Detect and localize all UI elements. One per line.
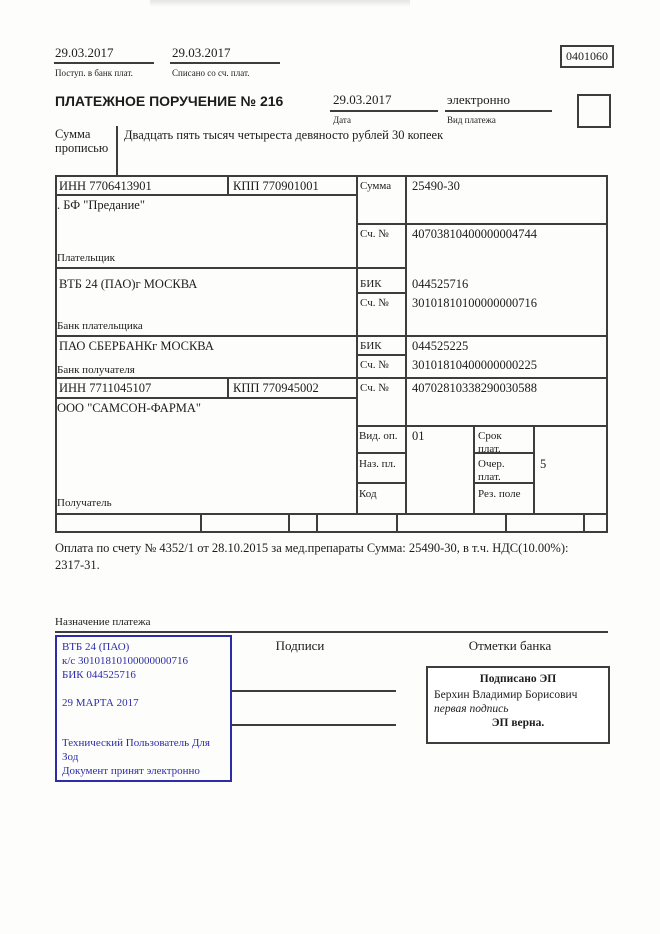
sum-value: 25490-30 [412,179,460,193]
bottom-row-divider-6 [583,513,585,531]
document-title: ПЛАТЕЖНОЕ ПОРУЧЕНИЕ № 216 [55,93,284,109]
table-top-border [55,175,608,177]
payment-kind-label: Вид платежа [447,115,496,125]
received-date-underline [54,62,154,64]
payment-kind-value: электронно [447,92,511,107]
table-bottom-border [55,513,608,515]
received-date: 29.03.2017 [55,45,114,60]
payer-bottom-line [55,267,407,269]
empty-checkbox [577,94,611,128]
received-date-label: Поступ. в банк плат. [55,68,133,78]
debited-date: 29.03.2017 [172,45,231,60]
payee-account-label: Сч. № [360,382,389,394]
form-code: 0401060 [566,49,608,63]
bank-stamp-line4: Технический Пользователь Для [62,737,210,749]
signature-line-1 [232,690,396,692]
date-label: Дата [333,115,351,125]
amount-words-divider [116,126,118,175]
purpose-code-label: Наз. пл. [359,458,396,470]
op-kind-label: Вид. оп. [359,430,398,442]
payee-bank-section-label: Банк получателя [57,364,135,376]
bank-stamp-line3: БИК 044525716 [62,669,136,681]
payee-bank-name: ПАО СБЕРБАНКг МОСКВА [59,339,214,353]
debited-date-underline [170,62,280,64]
payee-bank-account-value: 30101810400000000225 [412,358,537,372]
amount-words-label: Сумма прописью [55,127,109,155]
minitable-row2-line-a [356,482,407,484]
payee-bank-bik-value: 044525225 [412,339,469,353]
date-value: 29.03.2017 [333,92,392,107]
minitable-col1-line [473,425,475,513]
bank-stamp-line2: к/с 30101810100000000716 [62,655,189,667]
payee-name: ООО "САМСОН-ФАРМА" [57,401,202,415]
bank-stamp-box [55,635,232,782]
bottom-row-divider-5 [505,513,507,531]
bank-stamp-date: 29 МАРТА 2017 [62,697,139,709]
purpose-text-line1: Оплата по счету № 4352/1 от 28.10.2015 за мед.препараты Сумма: 25490-30, в т.ч. НДС(10.00%): [55,541,569,555]
esignature-stamp-box [426,666,610,744]
payer-bank-bik-value: 044525716 [412,277,469,291]
pay-order-value: 5 [540,457,547,471]
payer-inn-row-line [55,194,356,196]
sum-label: Сумма [360,180,392,192]
bottom-row-divider-2 [288,513,290,531]
op-kind-value: 01 [412,429,425,443]
payer-section-label: Плательщик [57,252,115,264]
pay-term-label: Срок плат. [478,430,502,455]
scan-artifact [150,0,410,7]
payee-bank-bik-label: БИК [360,340,382,352]
payee-inn: ИНН 7711045107 [59,381,152,395]
inn-kpp-divider-payer [227,175,229,194]
payee-kpp: КПП 770945002 [233,381,319,395]
table-label-col-left [356,175,358,513]
payer-name: . БФ "Предание" [57,198,145,212]
inn-kpp-divider-payee [227,377,229,397]
payer-kpp: КПП 770901001 [233,179,319,193]
sum-row-line [356,223,608,225]
code-label: Код [359,488,377,500]
payer-bank-name: ВТБ 24 (ПАО)г МОСКВА [59,277,198,291]
form-code-box [560,45,614,68]
payee-bank-bottom-line [55,377,608,379]
payer-bank-bik-label: БИК [360,278,382,290]
amount-words-value: Двадцать пять тысяч четыреста девяносто рублей 30 копеек [124,128,444,142]
esignature-title: Подписано ЭП [479,673,557,685]
bottom-row-divider-3 [316,513,318,531]
table-right-border [606,175,608,531]
payee-inn-row-line [55,397,356,399]
purpose-bottom-line [55,631,608,633]
payer-bank-bik-cell-line [356,292,407,294]
payee-bank-bik-cell-line [356,354,407,356]
esignature-verified: ЭП верна. [491,717,545,729]
payer-account-label: Сч. № [360,228,389,240]
payer-bank-account-value: 30101810100000000716 [412,296,537,310]
payer-inn: ИНН 7706413901 [59,179,152,193]
bottom-row-divider-4 [396,513,398,531]
signatures-title: Подписи [275,638,325,653]
purpose-text-line2: 2317-31. [55,558,100,572]
payment-kind-underline [445,110,552,112]
payer-account-value: 40703810400000004744 [412,227,537,241]
signature-line-2 [232,724,396,726]
date-underline [330,110,438,112]
bank-stamp-line1: ВТБ 24 (ПАО) [62,641,130,653]
payee-bank-account-label: Сч. № [360,359,389,371]
payer-bank-account-label: Сч. № [360,297,389,309]
esignature-subtitle: первая подпись [434,703,509,715]
minitable-row1-line-a [356,452,407,454]
payee-account-value: 40702810338290030588 [412,381,537,395]
payee-section-label: Получатель [57,497,112,509]
reserve-label: Рез. поле [478,488,521,500]
minitable-col2-line [533,425,535,513]
pay-order-label: Очер. плат. [478,458,505,483]
esignature-name: Берхин Владимир Борисович [434,689,578,701]
bank-stamp-line5: Зод [62,751,79,763]
purpose-label: Назначение платежа [55,616,151,628]
table-label-col-right [405,175,407,513]
debited-date-label: Списано со сч. плат. [172,68,250,78]
bank-marks-title: Отметки банка [468,638,552,653]
bottom-row-border [55,531,608,533]
minitable-top-line [356,425,608,427]
payer-bank-bottom-line [55,335,608,337]
bank-stamp-line6: Документ принят электронно [62,765,200,777]
bottom-row-divider-1 [200,513,202,531]
payer-bank-section-label: Банк плательщика [57,320,143,332]
table-left-border [55,175,57,531]
